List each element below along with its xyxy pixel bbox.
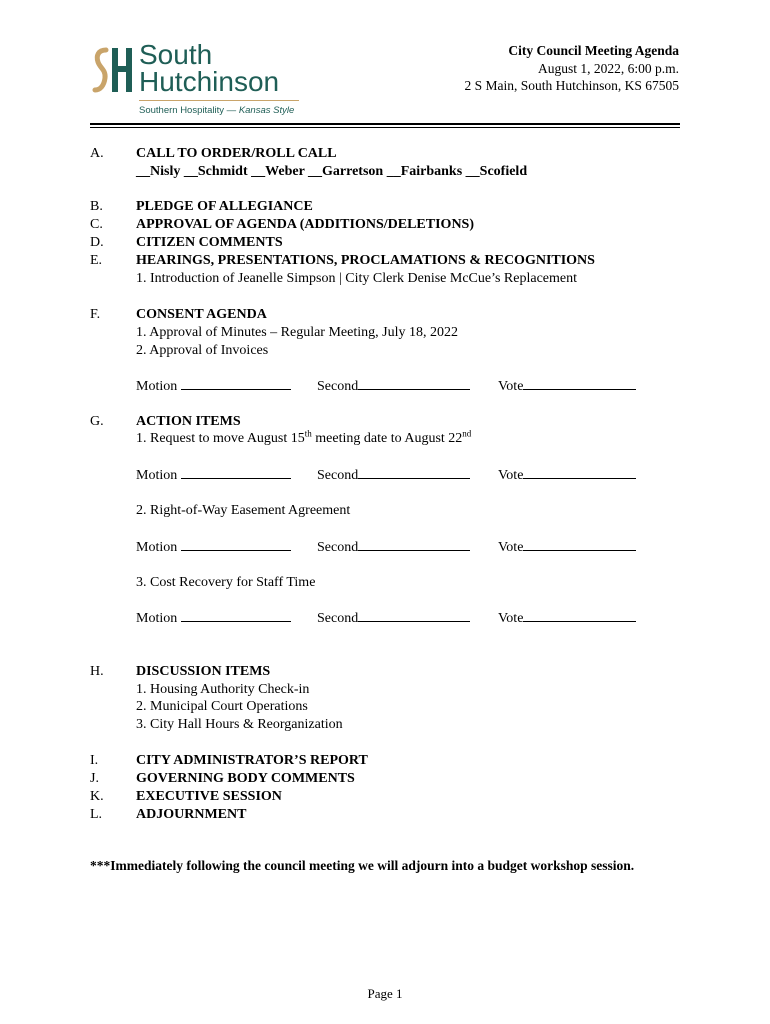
- motion-blank: [181, 377, 291, 390]
- second-blank: [358, 609, 470, 622]
- section-letter-a: A.: [90, 146, 104, 161]
- section-letter-l: L.: [90, 807, 103, 822]
- motion-blank: [181, 609, 291, 622]
- logo-south-text: South: [139, 39, 213, 70]
- second-line: [317, 466, 470, 484]
- section-h-item-3: 3. City Hall Hours & Reorganization: [136, 717, 343, 732]
- vote-label: Vote: [498, 540, 524, 555]
- section-title-i: CITY ADMINISTRATOR’S REPORT: [136, 753, 368, 768]
- logo-sh-icon: [92, 44, 136, 96]
- motion-blank: [181, 538, 291, 551]
- section-title-l: ADJOURNMENT: [136, 807, 247, 822]
- g-item-1-sup1: th: [304, 428, 312, 439]
- second-label: Second: [317, 611, 359, 626]
- section-e-item-1: 1. Introduction of Jeanelle Simpson | City Clerk Denise McCue’s Replacement: [136, 271, 577, 286]
- section-letter-j: J.: [90, 771, 99, 786]
- logo-divider: [139, 100, 299, 101]
- section-letter-d: D.: [90, 235, 104, 250]
- motion-line: [136, 538, 291, 556]
- vote-line: [498, 377, 636, 395]
- section-letter-i: I.: [90, 753, 99, 768]
- motion-line: [136, 609, 291, 627]
- motion-line: [136, 466, 291, 484]
- section-letter-k: K.: [90, 789, 104, 804]
- section-letter-e: E.: [90, 253, 103, 268]
- section-title-f: CONSENT AGENDA: [136, 307, 267, 322]
- motion-line: [136, 377, 291, 395]
- header-rule-thin: [90, 127, 680, 128]
- section-title-g: ACTION ITEMS: [136, 414, 241, 429]
- section-letter-c: C.: [90, 217, 103, 232]
- section-title-j: GOVERNING BODY COMMENTS: [136, 771, 355, 786]
- section-title-h: DISCUSSION ITEMS: [136, 664, 271, 679]
- motion-label: Motion: [136, 540, 178, 555]
- motion-label: Motion: [136, 379, 178, 394]
- second-label: Second: [317, 379, 359, 394]
- second-line: [317, 377, 470, 395]
- vote-label: Vote: [498, 379, 524, 394]
- section-h-item-1: 1. Housing Authority Check-in: [136, 682, 310, 697]
- motion-label: Motion: [136, 468, 178, 483]
- vote-blank: [523, 466, 636, 479]
- section-f-item-2: 2. Approval of Invoices: [136, 343, 269, 358]
- section-g-item-1: [136, 430, 471, 447]
- vote-line: [498, 466, 636, 484]
- second-blank: [358, 466, 470, 479]
- city-logo-mark: [92, 44, 136, 96]
- g-item-1-sup2: nd: [462, 428, 472, 439]
- section-title-e: HEARINGS, PRESENTATIONS, PROCLAMATIONS & RECOGNITIONS: [136, 253, 595, 268]
- logo-tagline-part1: Southern Hospitality —: [139, 105, 237, 116]
- motion-label: Motion: [136, 611, 178, 626]
- section-g-item-2: 2. Right-of-Way Easement Agreement: [136, 503, 351, 518]
- second-line: [317, 538, 470, 556]
- second-line: [317, 609, 470, 627]
- motion-blank: [181, 466, 291, 479]
- meeting-date: August 1, 2022, 6:00 p.m.: [537, 60, 679, 76]
- g-item-1-part1: 1. Request to move August 15: [136, 431, 305, 446]
- section-title-b: PLEDGE OF ALLEGIANCE: [136, 199, 313, 214]
- header-rule-thick: [90, 123, 680, 125]
- roll-call-list: __Nisly __Schmidt __Weber __Garretson __Fairbanks __Scofield: [136, 164, 528, 179]
- second-blank: [358, 538, 470, 551]
- g-item-1-part2: meeting date to August 22: [311, 431, 463, 446]
- section-letter-f: F.: [90, 307, 101, 322]
- vote-blank: [523, 609, 636, 622]
- logo-hutchinson-text: Hutchinson: [139, 66, 280, 97]
- section-title-c: APPROVAL OF AGENDA (ADDITIONS/DELETIONS): [136, 217, 475, 232]
- vote-line: [498, 609, 636, 627]
- vote-label: Vote: [498, 468, 524, 483]
- second-label: Second: [317, 540, 359, 555]
- agenda-title: City Council Meeting Agenda: [508, 43, 679, 58]
- section-title-a: CALL TO ORDER/ROLL CALL: [136, 146, 337, 161]
- logo-tagline: [139, 105, 294, 116]
- vote-blank: [523, 377, 636, 390]
- workshop-note: ***Immediately following the council meeting we will adjourn into a budget workshop session.: [90, 858, 635, 873]
- section-title-k: EXECUTIVE SESSION: [136, 789, 282, 804]
- vote-line: [498, 538, 636, 556]
- logo-tagline-part2: Kansas Style: [238, 105, 295, 116]
- vote-label: Vote: [498, 611, 524, 626]
- section-f-item-1: 1. Approval of Minutes – Regular Meeting, July 18, 2022: [136, 325, 458, 340]
- page-number: Page 1: [367, 986, 403, 1001]
- section-h-item-2: 2. Municipal Court Operations: [136, 699, 308, 714]
- section-g-item-3: 3. Cost Recovery for Staff Time: [136, 575, 316, 590]
- second-blank: [358, 377, 470, 390]
- section-letter-h: H.: [90, 664, 104, 679]
- section-title-d: CITIZEN COMMENTS: [136, 235, 283, 250]
- section-letter-b: B.: [90, 199, 103, 214]
- vote-blank: [523, 538, 636, 551]
- second-label: Second: [317, 468, 359, 483]
- meeting-address: 2 S Main, South Hutchinson, KS 67505: [464, 78, 679, 93]
- section-letter-g: G.: [90, 414, 104, 429]
